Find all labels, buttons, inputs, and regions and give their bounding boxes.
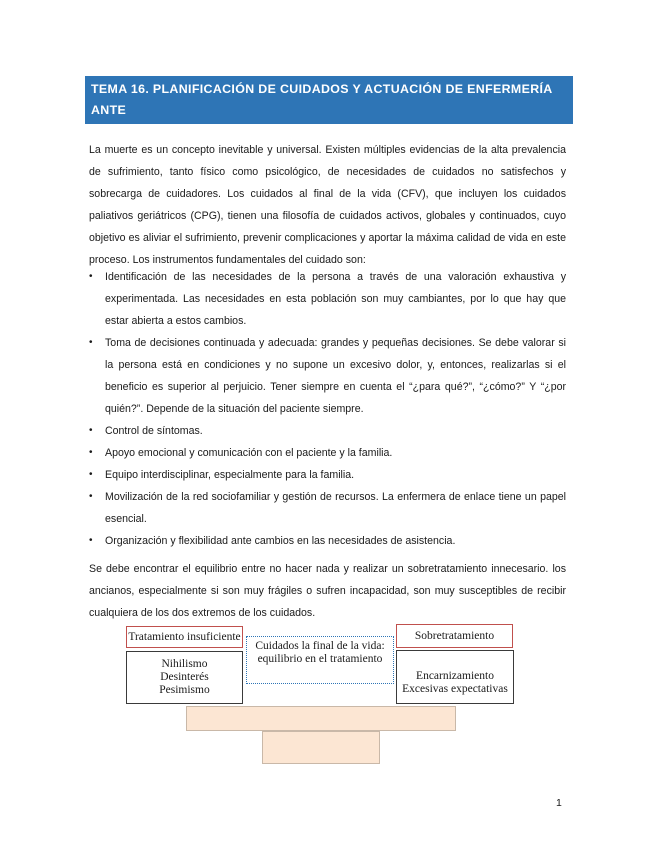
- section-title-line-2: UN ÉXITUS EN UN MAYOR: [91, 124, 255, 138]
- section-title-line-1: TEMA 16. PLANIFICACIÓN DE CUIDADOS Y ACTUACIÓN DE ENFERMERÍA ANTE: [91, 82, 553, 117]
- overtreatment-label: Sobretratamiento: [396, 624, 513, 648]
- balance-center-box: [246, 636, 394, 684]
- bullet-icon: •: [89, 491, 93, 502]
- bullet-icon: •: [89, 535, 93, 546]
- list-item: • Identificación de las necesidades de la persona a través de una valoración exhaustiva y experimentada. Las necesidades en esta población son muy cambiantes, por lo que hay que estar abierta a estos cambios.: [89, 266, 566, 332]
- left-item: Nihilismo: [161, 658, 208, 670]
- center-line-2: equilibrio en el tratamiento: [257, 653, 383, 665]
- bullet-icon: •: [89, 469, 93, 480]
- bullet-icon: •: [89, 447, 93, 458]
- page-number: 1: [556, 797, 562, 809]
- center-line-1: Cuidados la final de la vida:: [255, 640, 385, 652]
- bullet-icon: •: [89, 337, 93, 348]
- overtreatment-box: [396, 650, 514, 704]
- intro-paragraph: La muerte es un concepto inevitable y universal. Existen múltiples evidencias de la alta prevalencia de sufrimiento, tanto físico como psicológico, de necesidades de cuidados no satisfechos y sobrecarga de cuidadores. Los cuidados al final de la vida (CFV), que incluyen los cuidados paliativos geriátricos (CPG), tienen una filosofía de cuidados activos, globales y continuados, cuyo objetivo es aliviar el sufrimiento, prevenir complicaciones y aportar la máxima calidad de vida en este proceso. Los instrumentos fundamentales del cuidado son:: [89, 144, 566, 266]
- list-item: • Apoyo emocional y comunicación con el paciente y la familia.: [89, 442, 566, 464]
- section-title: [85, 76, 573, 138]
- balance-fulcrum: [262, 731, 380, 764]
- left-item: Desinterés: [160, 671, 209, 683]
- right-item: Excesivas expectativas: [402, 683, 508, 695]
- list-item: • Movilización de la red sociofamiliar y gestión de recursos. La enfermera de enlace tiene un papel esencial.: [89, 486, 566, 530]
- list-item: • Toma de decisiones continuada y adecuada: grandes y pequeñas decisiones. Se debe valorar si la persona está en condiciones y no supone un excesivo dolor, y, entonces, realizarlas si el beneficio es superior al perjuicio. Tener siempre en cuenta el “¿para qué?”, “¿cómo?” Y “¿por quién?”. Depende de la situación del paciente siempre.: [89, 332, 566, 420]
- balance-plank: [186, 706, 456, 731]
- list-item: • Control de síntomas.: [89, 420, 566, 442]
- insufficient-treatment-box: [126, 651, 243, 704]
- bullet-icon: •: [89, 425, 93, 436]
- insufficient-treatment-label: Tratamiento insuficiente: [126, 626, 243, 648]
- left-item: Pesimismo: [159, 684, 210, 696]
- instruments-list: [89, 266, 566, 552]
- list-item: • Equipo interdisciplinar, especialmente para la familia.: [89, 464, 566, 486]
- bullet-icon: •: [89, 271, 93, 282]
- closing-paragraph: Se debe encontrar el equilibrio entre no hacer nada y realizar un sobretratamiento innecesario. los ancianos, especialmente si son muy frágiles o sufren incapacidad, son muy susceptibles de recibir cualquiera de los dos extremos de los cuidados.: [89, 563, 566, 619]
- list-item: • Organización y flexibilidad ante cambios en las necesidades de asistencia.: [89, 530, 566, 552]
- right-item: Encarnizamiento: [416, 670, 494, 682]
